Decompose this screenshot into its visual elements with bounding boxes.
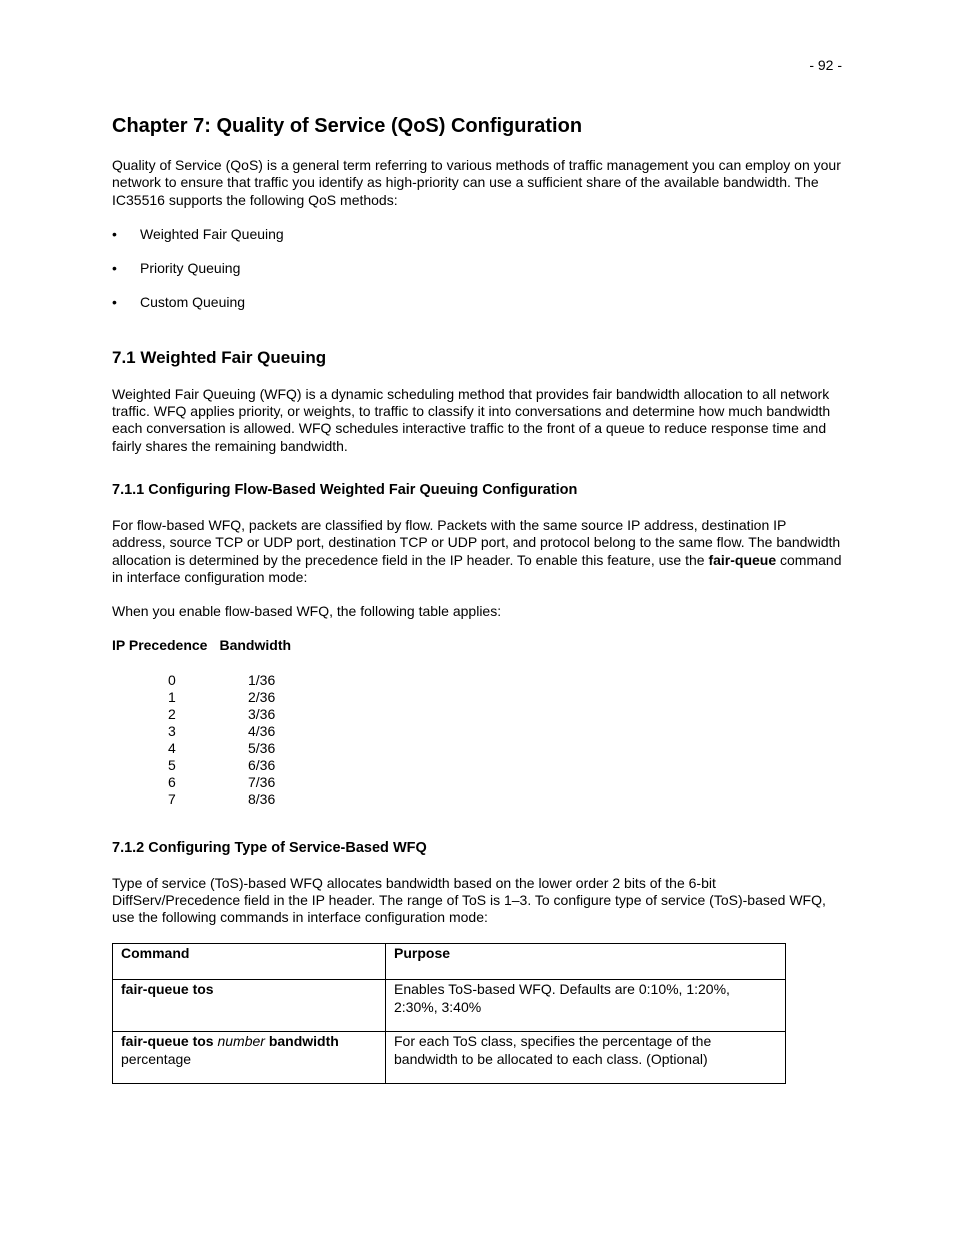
table-row: [112, 774, 275, 791]
table-row: [112, 740, 275, 757]
body-text: For flow-based WFQ, packets are classified by flow. Packets with the same source IP address, destination IP address, source TCP or UDP port, destination TCP or UDP port, and protocol belong to the same flow. The bandwidth allocation is determined by the precedence field in the IP header. To enable this feature, use the: [112, 516, 841, 568]
command-text: fair-queue tos: [121, 981, 214, 998]
chapter-title: Chapter 7: Quality of Service (QoS) Configuration: [112, 115, 583, 137]
precedence-cell: 6: [168, 774, 176, 791]
list-item: • Custom Queuing: [112, 294, 842, 311]
purpose-cell: Enables ToS-based WFQ. Defaults are 0:10%, 1:20%, 2:30%, 3:40%: [386, 980, 786, 1032]
list-item: • Weighted Fair Queuing: [112, 226, 842, 243]
precedence-table-header: [112, 637, 842, 654]
precedence-cell: 4: [168, 740, 176, 757]
precedence-cell: 5: [168, 757, 176, 774]
precedence-cell: 7: [168, 791, 176, 808]
precedence-cell: 1: [168, 688, 176, 705]
body-text: command in interface configuration mode:: [112, 551, 842, 585]
table-row: [112, 706, 275, 723]
section-7-1-body: Weighted Fair Queuing (WFQ) is a dynamic scheduling method that provides fair bandwidth allocation to all network traffic. WFQ applies priority, or weights, to traffic to classify it into conversations and determine how much bandwidth each conversation is allowed. WFQ schedules interactive traffic to the front of a queue to reduce response time and fairly shares the remaining bandwidth.: [112, 385, 831, 454]
bandwidth-cell: 7/36: [248, 774, 276, 791]
command-argument: number: [217, 1033, 265, 1050]
table-row: [112, 723, 275, 740]
column-header-bandwidth: Bandwidth: [219, 637, 292, 654]
command-argument-plain: percentage: [121, 1050, 192, 1067]
section-title-7-1-2: 7.1.2 Configuring Type of Service-Based WFQ: [112, 839, 427, 856]
bandwidth-cell: 8/36: [248, 791, 276, 808]
table-row: [112, 672, 275, 689]
command-cell: [113, 1032, 386, 1084]
precedence-table: [112, 672, 275, 809]
purpose-cell: For each ToS class, specifies the percentage of the bandwidth to be allocated to each class. (Optional): [386, 1032, 786, 1084]
precedence-table-intro: When you enable flow-based WFQ, the following table applies:: [112, 603, 502, 620]
page-number: - 92 -: [809, 57, 842, 73]
command-table: [112, 943, 786, 1084]
precedence-cell: 0: [168, 671, 176, 688]
bandwidth-cell: 1/36: [248, 671, 276, 688]
precedence-cell: 2: [168, 705, 176, 722]
command-keyword: bandwidth: [268, 1033, 339, 1050]
section-7-1-2-body: Type of service (ToS)-based WFQ allocates bandwidth based on the lower order 2 bits of the 6-bit DiffServ/Precedence field in the IP header. The range of ToS is 1–3. To configure type of service (ToS)-based WFQ, use the following commands in interface configuration mode:: [112, 874, 826, 926]
list-item: • Priority Queuing: [112, 260, 842, 277]
bandwidth-cell: 5/36: [248, 740, 276, 757]
table-row: [112, 689, 275, 706]
section-title-7-1: 7.1 Weighted Fair Queuing: [112, 347, 327, 367]
table-row: [112, 757, 275, 774]
section-7-1-1-body: [112, 517, 842, 586]
bandwidth-cell: 3/36: [248, 705, 276, 722]
fair-queue-command: fair-queue: [708, 551, 777, 568]
bandwidth-cell: 4/36: [248, 723, 276, 740]
command-text: fair-queue tos: [121, 1033, 214, 1050]
bandwidth-cell: 6/36: [248, 757, 276, 774]
column-header-command: Command: [113, 944, 386, 980]
table-header-row: [113, 944, 786, 980]
precedence-cell: 3: [168, 723, 176, 740]
intro-paragraph: Quality of Service (QoS) is a general term referring to various methods of traffic management you can employ on your network to ensure that traffic you identify as high-priority can use a sufficient share of the available bandwidth. The IC35516 supports the following QoS methods:: [112, 157, 841, 208]
bandwidth-cell: 2/36: [248, 688, 276, 705]
table-row: [113, 980, 786, 1032]
page-content: [112, 113, 842, 1084]
column-header-purpose: Purpose: [386, 944, 786, 980]
table-row: [113, 1032, 786, 1084]
command-cell: [113, 980, 386, 1032]
qos-methods-list: [112, 226, 842, 312]
section-title-7-1-1: 7.1.1 Configuring Flow-Based Weighted Fair Queuing Configuration: [112, 481, 578, 498]
table-row: [112, 791, 275, 808]
column-header-ip-precedence: IP Precedence: [112, 637, 208, 654]
